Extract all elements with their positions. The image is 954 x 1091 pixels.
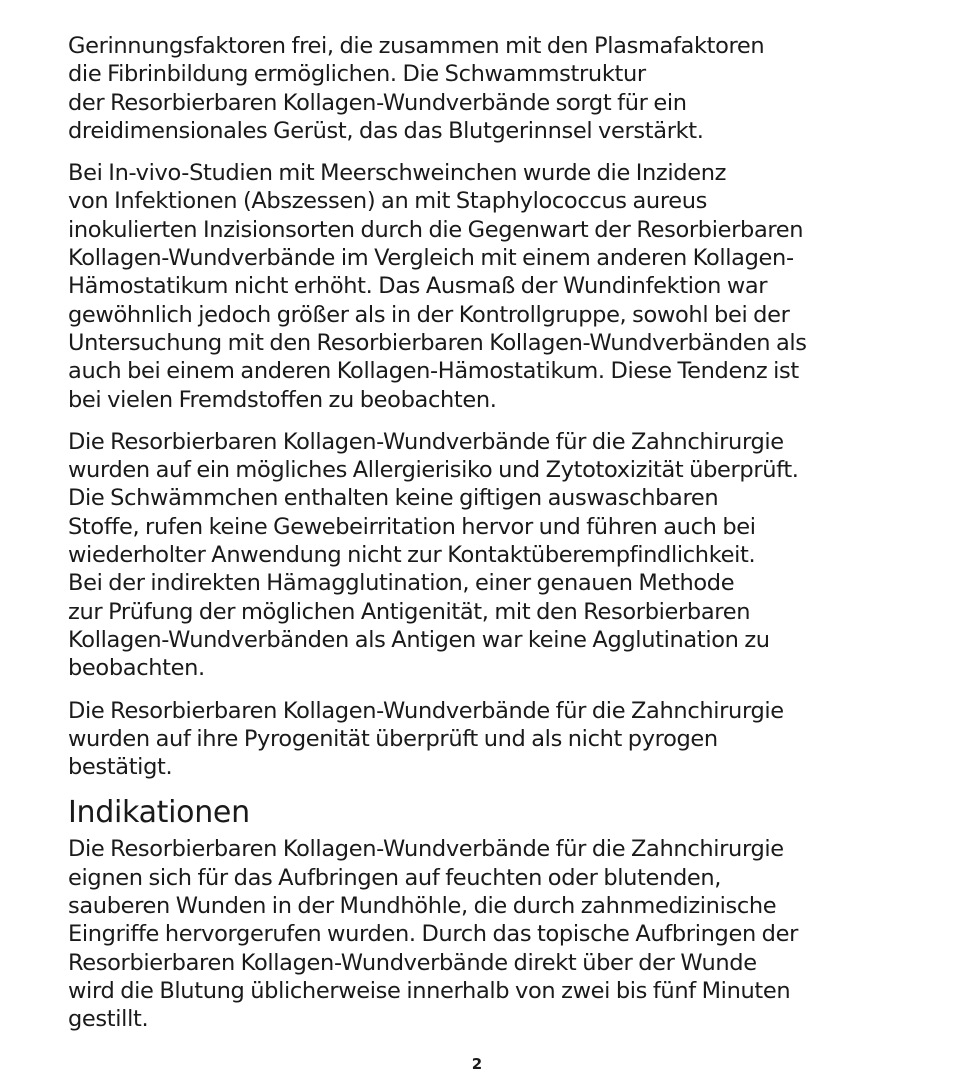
text-line: wurden auf ihre Pyrogenität überprüft und als nicht pyrogen [68,725,718,752]
text-line: bei vielen Fremdstoffen zu beobachten. [68,386,497,413]
text-line: Die Schwämmchen enthalten keine giftigen auswaschbaren [68,485,719,512]
text-line: gewöhnlich jedoch größer als in der Kontrollgruppe, sowohl bei der [68,301,790,328]
text-line: wiederholter Anwendung nicht zur Kontaktüberempfindlichkeit. [68,542,756,569]
text-line: Kollagen-Wundverbänden als Antigen war keine Agglutination zu [68,626,770,653]
paragraph-1 [68,32,898,145]
text-line: Kollagen-Wundverbände im Vergleich mit einem anderen Kollagen- [68,245,794,272]
text-line: Die Resorbierbaren Kollagen-Wundverbände für die Zahnchirurgie [68,428,784,455]
text-line: Bei In-vivo-Studien mit Meerschweinchen wurde die Inzidenz [68,160,727,187]
paragraph-4 [68,697,898,782]
section-heading: Indikationen [68,795,250,831]
text-line: Hämostatikum nicht erhöht. Das Ausmaß der Wundinfektion war [68,273,768,300]
page-number: 2 [471,1055,483,1073]
text-line: von Infektionen (Abszessen) an mit Staphylococcus aureus [68,188,707,215]
text-line: Die Resorbierbaren Kollagen-Wundverbände für die Zahnchirurgie [68,836,784,863]
section-paragraph [68,835,898,1033]
paragraph-2 [68,159,898,414]
text-line: Stoffe, rufen keine Gewebeirritation hervor und führen auch bei [68,513,756,540]
text-line: Untersuchung mit den Resorbierbaren Kollagen-Wundverbänden als [68,329,807,356]
text-line: inokulierten Inzisionsorten durch die Gegenwart der Resorbierbaren [68,216,804,243]
text-line: Bei der indirekten Hämagglutination, einer genauen Methode [68,570,735,597]
text-line: Gerinnungsfaktoren frei, die zusammen mit den Plasmafaktoren [68,33,765,59]
text-line: der Resorbierbaren Kollagen-Wundverbände sorgt für ein [68,89,687,116]
paragraph-3 [68,428,898,683]
text-line: eignen sich für das Aufbringen auf feuchten oder blutenden, [68,864,722,891]
text-line: sauberen Wunden in der Mundhöhle, die durch zahnmedizinische [68,893,777,920]
text-line: dreidimensionales Gerüst, das das Blutgerinnsel verstärkt. [68,117,704,144]
text-line: Eingriffe hervorgerufen wurden. Durch das topische Aufbringen der [68,921,798,948]
document-page [68,32,898,1048]
text-line: gestillt. [68,1006,149,1033]
text-line: die Fibrinbildung ermöglichen. Die Schwammstruktur [68,61,646,88]
text-line: Die Resorbierbaren Kollagen-Wundverbände für die Zahnchirurgie [68,697,784,724]
text-line: bestätigt. [68,754,173,781]
text-line: wird die Blutung üblicherweise innerhalb von zwei bis fünf Minuten [68,977,791,1004]
text-line: auch bei einem anderen Kollagen-Hämostatikum. Diese Tendenz ist [68,358,799,385]
text-line: wurden auf ein mögliches Allergierisiko und Zytotoxizität überprüft. [68,457,799,484]
text-line: Resorbierbaren Kollagen-Wundverbände direkt über der Wunde [68,949,757,976]
text-line: beobachten. [68,655,205,682]
text-line: zur Prüfung der möglichen Antigenität, mit den Resorbierbaren [68,598,751,625]
